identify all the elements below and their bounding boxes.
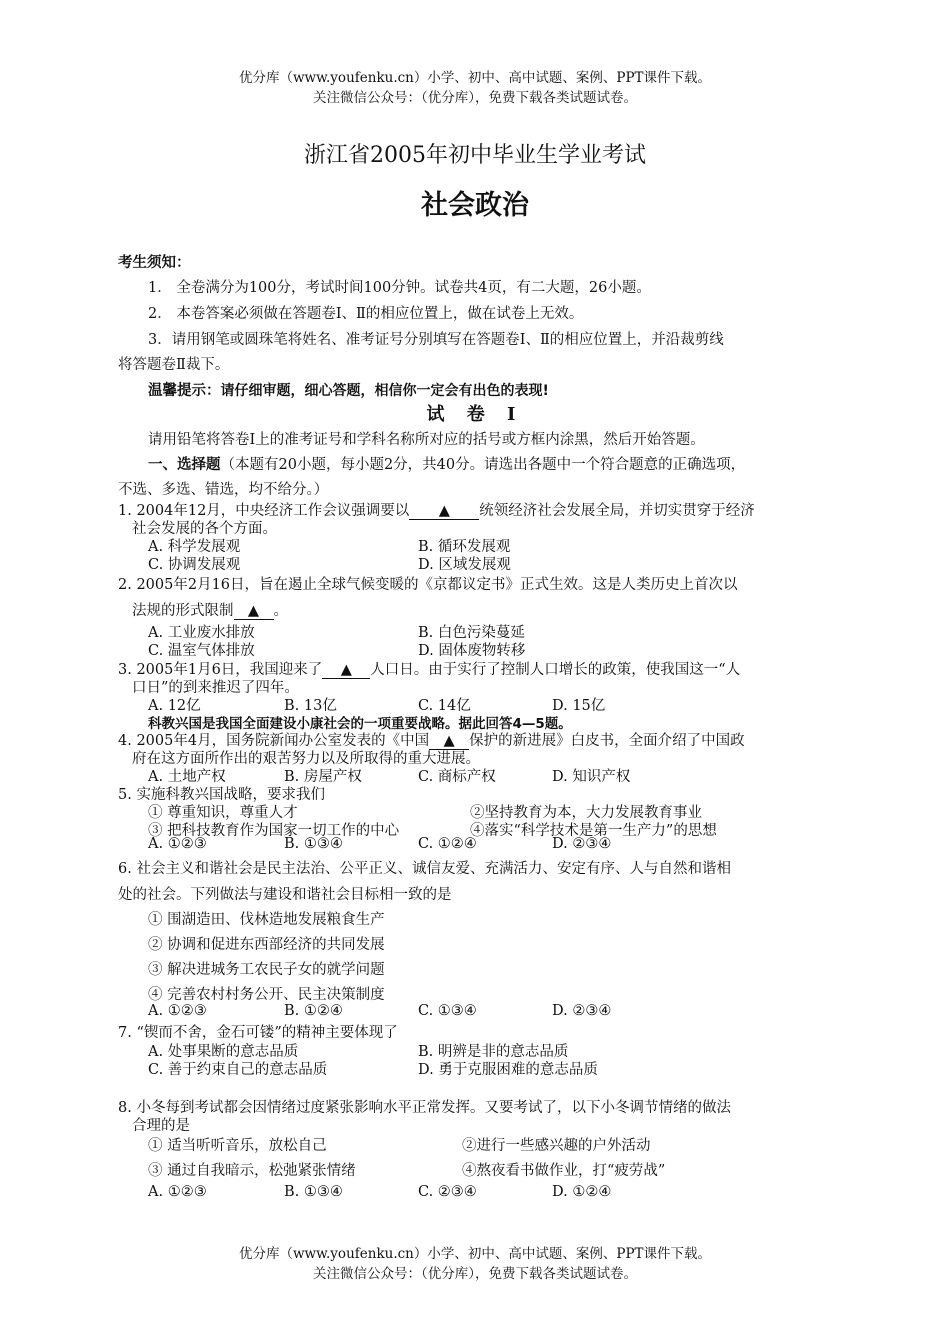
part-one-title: 一、选择题 [148, 456, 221, 473]
footer-line-2: 关注微信公众号：（优分库），免费下载各类试题试卷。 [313, 1266, 637, 1282]
q8-statement-4: ④熬夜看书做作业，打“疲劳战” [462, 1163, 666, 1179]
q2-option-c: C. 温室气体排放 [148, 643, 255, 659]
q8-option-a: A. ①②③ [148, 1184, 207, 1200]
q1-option-c: C. 协调发展观 [148, 557, 241, 573]
q1-stem-a: 1. 2004年12月，中央经济工作会议强调要以 [118, 503, 410, 519]
q2-option-d: D. 固体废物转移 [418, 643, 526, 659]
q7-option-c: C. 善于约束自己的意志品质 [148, 1062, 328, 1078]
notice-heading: 考生须知： [118, 254, 191, 271]
q5-statement-3: ③ 把科技教育作为国家一切工作的中心 [148, 823, 400, 839]
q4-stem-b: 保护的新进展》白皮书，全面介绍了中国政 [469, 733, 745, 749]
q6-stem-line-2: 处的社会。下列做法与建设和谐社会目标相一致的是 [118, 887, 452, 903]
q3-option-c: C. 14亿 [418, 698, 471, 714]
q7-stem: 7. “锲而不舍，金石可镂”的精神主要体现了 [118, 1025, 398, 1041]
section-heading: 试 卷 Ⅰ [426, 404, 524, 425]
q3-stem-b: 人口日。由于实行了控制人口增长的政策，使我国这一“人 [370, 662, 741, 678]
warm-tip [148, 379, 549, 400]
q5-stem: 5. 实施科教兴国战略，要求我们 [118, 787, 325, 803]
blank-marker: ▲ [443, 733, 455, 749]
subject-title: 社会政治 [421, 190, 529, 221]
q8-statement-3: ③ 通过自我暗示，松弛紧张情绪 [148, 1163, 356, 1179]
q3-stem-line-2: 口日”的到来推迟了四年。 [132, 680, 299, 696]
q4-option-c: C. 商标产权 [418, 769, 496, 785]
q5-option-c: C. ①②④ [418, 836, 477, 852]
notice-item-2: 2． 本卷答案必须做在答题卷Ⅰ、Ⅱ的相应位置上，做在试卷上无效。 [148, 306, 584, 322]
notice-item-1: 1． 全卷满分为100分，考试时间100分钟。试卷共4页，有二大题，26小题。 [148, 280, 651, 296]
q1-stem-line-2: 社会发展的各个方面。 [132, 521, 277, 537]
q5-statement-2: ②坚持教育为本，大力发展教育事业 [470, 805, 702, 821]
q8-stem-line-2: 合理的是 [132, 1118, 190, 1134]
q5-statement-1: ① 尊重知识，尊重人才 [148, 805, 298, 821]
q6-statement-3: ③ 解决进城务工农民子女的就学问题 [148, 962, 385, 978]
q2-stem-line-2 [132, 599, 288, 620]
q4-stem-a: 4. 2005年4月，国务院新闻办公室发表的《中国 [118, 733, 430, 749]
q7-option-a: A. 处事果断的意志品质 [148, 1044, 299, 1060]
answer-blank [234, 603, 274, 620]
q5-option-b: B. ①③④ [284, 836, 343, 852]
q5-option-d: D. ②③④ [552, 836, 612, 852]
answer-blank [409, 503, 479, 520]
notice-item-3b: 将答题卷Ⅱ裁下。 [118, 357, 230, 373]
q1-option-d: D. 区域发展观 [418, 557, 511, 573]
q2-option-b: B. 白色污染蔓延 [418, 625, 525, 641]
q6-option-b: B. ①②④ [284, 1003, 343, 1019]
q5-option-a: A. ①②③ [148, 836, 207, 852]
answer-blank [322, 662, 370, 679]
q1-option-a: A. 科学发展观 [148, 539, 241, 555]
q2-stem-line-1: 2. 2005年2月16日，旨在遏止全球气候变暖的《京都议定书》正式生效。这是人类历史上首次以 [118, 577, 738, 593]
q7-option-d: D. 勇于克服困难的意志品质 [418, 1062, 598, 1078]
q3-option-a: A. 12亿 [148, 698, 201, 714]
q4-option-d: D. 知识产权 [552, 769, 631, 785]
warm-tip-label: 温馨提示： [148, 382, 221, 399]
q1-option-b: B. 循环发展观 [418, 539, 511, 555]
question-group-note: 科教兴国是我国全面建设小康社会的一项重要战略。据此回答4—5题。 [148, 716, 572, 732]
q8-option-b: B. ①③④ [284, 1184, 343, 1200]
q4-option-a: A. 土地产权 [148, 769, 226, 785]
q3-stem-a: 3. 2005年1月6日，我国迎来了 [118, 662, 323, 678]
header-line-2: 关注微信公众号：（优分库），免费下载各类试题试卷。 [313, 90, 637, 106]
q2-option-a: A. 工业废水排放 [148, 625, 255, 641]
q4-stem-line-2: 府在这方面所作出的艰苦努力以及所取得的重大进展。 [132, 751, 480, 767]
q2-stem-b: 法规的形式限制 [132, 603, 234, 619]
q8-option-c: C. ②③④ [418, 1184, 477, 1200]
q6-statement-2: ② 协调和促进东西部经济的共同发展 [148, 937, 385, 953]
notice-item-3a: 3．请用钢笔或圆珠笔将姓名、准考证号分别填写在答题卷Ⅰ、Ⅱ的相应位置上，并沿裁剪线 [148, 332, 724, 348]
q6-statement-4: ④ 完善农村村务公开、民主决策制度 [148, 987, 385, 1003]
q3-option-b: B. 13亿 [284, 698, 337, 714]
q7-option-b: B. 明辨是非的意志品质 [418, 1044, 569, 1060]
q8-statement-1: ① 适当听听音乐，放松自己 [148, 1138, 327, 1154]
q8-stem-line-1: 8. 小冬每到考试都会因情绪过度紧张影响水平正常发挥。又要考试了，以下小冬调节情绪的做法 [118, 1100, 731, 1116]
blank-marker: ▲ [340, 662, 352, 678]
q8-statement-2: ②进行一些感兴趣的户外活动 [462, 1138, 651, 1154]
q6-option-a: A. ①②③ [148, 1003, 207, 1019]
part-one-line-1 [148, 453, 745, 474]
q3-option-d: D. 15亿 [552, 698, 606, 714]
q1-stem-b: 统领经济社会发展全局，并切实贯穿于经济 [479, 503, 755, 519]
part-one-desc-b: 不选、多选、错选，均不给分。） [118, 482, 329, 498]
q6-statement-1: ① 围湖造田、伐林造地发展粮食生产 [148, 912, 385, 928]
blank-marker: ▲ [247, 603, 260, 619]
q5-statement-4: ④落实“科学技术是第一生产力”的思想 [470, 823, 717, 839]
q4-option-b: B. 房屋产权 [284, 769, 362, 785]
q8-option-d: D. ①②④ [552, 1184, 612, 1200]
q6-option-c: C. ①③④ [418, 1003, 477, 1019]
header-line-1: 优分库（www.youfenku.cn）小学、初中、高中试题、案例、PPT课件下载。 [238, 70, 712, 86]
footer-line-1: 优分库（www.youfenku.cn）小学、初中、高中试题、案例、PPT课件下载。 [238, 1246, 712, 1262]
part-one-desc-a: （本题有20小题，每小题2分，共40分。请选出各题中一个符合题意的正确选项， [220, 457, 746, 473]
q6-option-d: D. ②③④ [552, 1003, 612, 1019]
q6-stem-line-1: 6. 社会主义和谐社会是民主法治、公平正义、诚信友爱、充满活力、安定有序、人与自然和谐相 [118, 861, 731, 877]
section-instruction: 请用铅笔将答卷Ⅰ上的准考证号和学科名称所对应的括号或方框内涂黑，然后开始答题。 [148, 432, 705, 448]
exam-title: 浙江省2005年初中毕业生学业考试 [304, 143, 646, 168]
blank-marker: ▲ [438, 503, 450, 519]
q2-stem-c: 。 [273, 603, 288, 619]
warm-tip-text: 请仔细审题，细心答题，相信你一定会有出色的表现! [220, 383, 549, 399]
